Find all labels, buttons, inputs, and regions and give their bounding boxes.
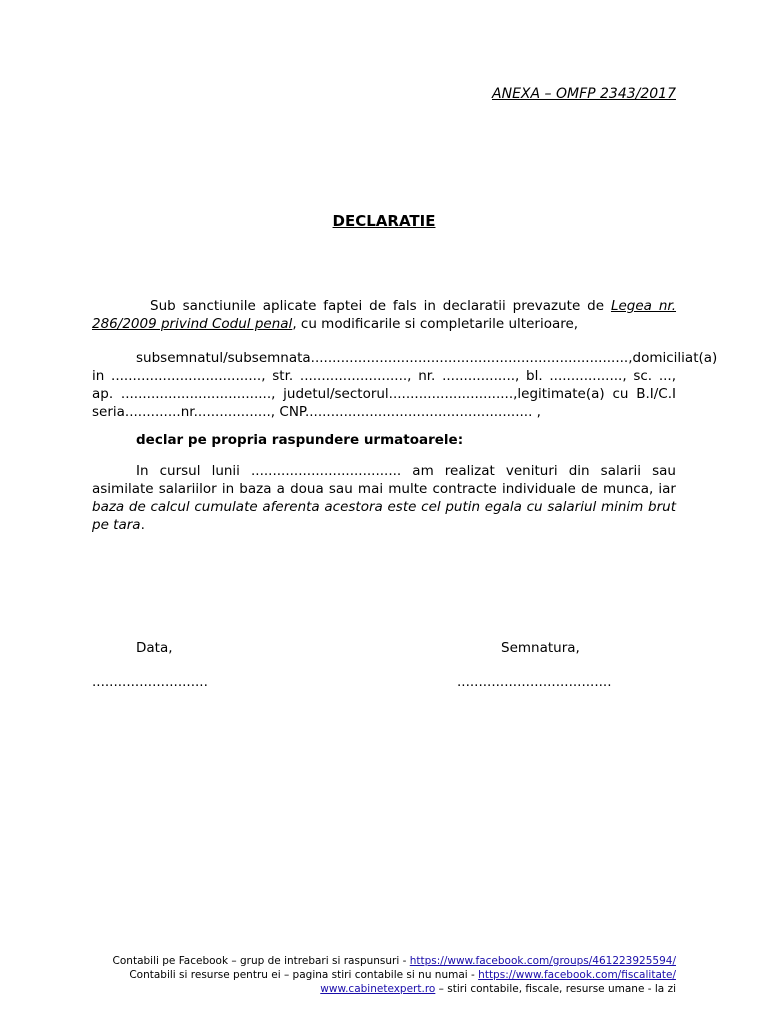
date-label: Data, <box>136 640 173 656</box>
cabinetexpert-link[interactable]: www.cabinetexpert.ro <box>320 983 436 995</box>
page-footer <box>56 954 676 996</box>
annex-reference: ANEXA – OMFP 2343/2017 <box>492 86 676 102</box>
signature-line: .................................... <box>457 674 612 690</box>
date-line: ........................... <box>92 674 208 690</box>
identity-paragraph: subsemnatul/subsemnata..........................................................................,domiciliat(a) in ..................................., str. ........................., nr. ................., bl. ................., sc. ..., ap. ..................................., judetul/sectorul.............................,legitimate(a) cu B.I/C.I seria.............nr.................., CNP..................................................... , <box>92 350 718 420</box>
facebook-group-link[interactable]: https://www.facebook.com/groups/461223925594/ <box>409 955 676 967</box>
income-text-start: In cursul lunii ................................... am realizat venituri din salarii sau asimilate salariilor in baza a doua sau mai multe contracte individuale de munca, iar <box>92 463 676 497</box>
footer-facebook-group-text: Contabili pe Facebook – grup de intrebari si raspunsuri - <box>112 955 410 967</box>
signature-label: Semnatura, <box>501 640 580 656</box>
facebook-fiscalitate-link[interactable]: https://www.facebook.com/fiscalitate/ <box>478 969 676 981</box>
footer-line-facebook-group <box>56 954 676 968</box>
intro-paragraph <box>92 297 676 333</box>
income-text-italic: baza de calcul cumulate aferenta acestora este cel putin egala cu salariul minim brut pe tara <box>92 499 676 533</box>
intro-text-end: , cu modificarile si completarile ulterioare, <box>292 316 579 332</box>
footer-fiscalitate-text: Contabili si resurse pentru ei – pagina stiri contabile si nu numai - <box>129 969 479 981</box>
intro-text-start: Sub sanctiunile aplicate faptei de fals in declaratii prevazute de <box>150 298 611 314</box>
footer-website-text: – stiri contabile, fiscale, resurse umane - la zi <box>435 983 676 995</box>
document-title: DECLARATIE <box>332 212 436 230</box>
income-text-end: . <box>140 517 145 533</box>
footer-line-website <box>56 982 676 996</box>
income-paragraph <box>92 462 676 534</box>
declaration-heading: declar pe propria raspundere urmatoarele: <box>136 432 464 448</box>
law-reference: Legea nr. 286/2009 privind Codul penal <box>92 298 677 332</box>
footer-line-fiscalitate <box>56 968 676 982</box>
